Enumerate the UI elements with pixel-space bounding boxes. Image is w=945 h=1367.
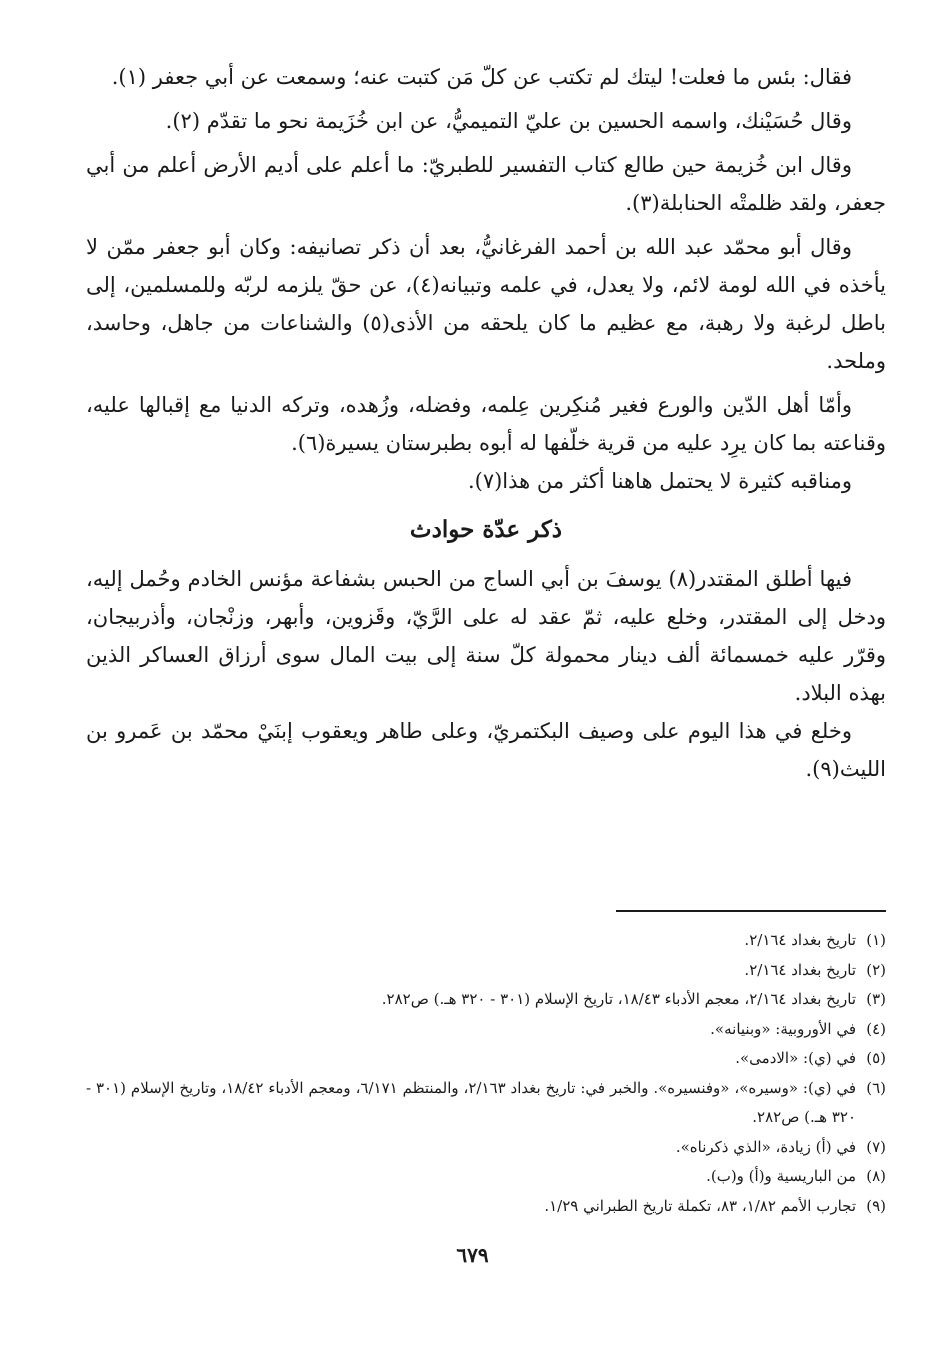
footnote-8: [86, 1162, 886, 1192]
footnote-number: (٥): [866, 1049, 886, 1067]
footnote-text: في الأوروبية: «وبنيانه».: [710, 1019, 856, 1038]
footnote-number: (٤): [866, 1019, 886, 1038]
footnote-1: [86, 926, 886, 956]
footnote-text: تاريخ بغداد ٢/١٦٤، معجم الأدباء ١٨/٤٣، تاريخ الإسلام (٣٠١ - ٣٢٠ هـ.) ص٢٨٢.: [381, 990, 856, 1008]
main-text: [86, 58, 886, 788]
footnote-number: (٦): [866, 1078, 887, 1097]
footnote-number: (٧): [866, 1137, 886, 1156]
section-heading: ذكر عدّة حوادث: [409, 516, 563, 543]
footnote-4: [86, 1015, 886, 1045]
footnote-text: من الباريسية و(أ) و(ب).: [706, 1167, 856, 1185]
footnote-text: تاريخ بغداد ٢/١٦٤.: [744, 960, 856, 979]
paragraph-8: وخلع في هذا اليوم على وصيف البكتمريّ، وعلى طاهر ويعقوب إبنَيْ محمّد بن عَمرو بن الليث(٩).: [86, 719, 886, 781]
footnote-7: [86, 1133, 886, 1163]
footnote-6: [86, 1074, 886, 1133]
footnote-divider: [616, 910, 886, 912]
paragraph-4: وقال أبو محمّد عبد الله بن أحمد الفرغانيُّ، بعد أن ذكر تصانيفه: وكان أبو جعفر ممّن لا يأخذه في الله لومة لائم، ولا يعدل، في علمه وتبيانه(٤)، عن حقّ يلزمه لربّه وللمسلمين، إلى باطل لرغبة ولا رهبة، مع عظيم ما كان يلحقه من الأذى(٥) والشناعات من جاهل، وحاسد، وملحد.: [86, 235, 887, 373]
footnote-text: تجارب الأمم ١/٨٢، ٨٣، تكملة تاريخ الطبراني ١/٢٩.: [544, 1196, 856, 1215]
paragraph-5: وأمّا أهل الدّين والورع فغير مُنكِرين عِلمه، وفضله، وزُهده، وتركه الدنيا مع إقبالها عليه، وقناعته بما كان يرِد عليه من قرية خلّفها له أبوه بطبرستان يسيرة(٦).: [86, 393, 886, 455]
footnotes: [86, 926, 886, 1221]
footnote-9: [86, 1192, 886, 1222]
footnote-number: (٩): [866, 1196, 886, 1215]
paragraph-7: فيها أطلق المقتدر(٨) يوسفَ بن أبي الساج من الحبس بشفاعة مؤنس الخادم وحُمل إليه، ودخل إلى المقتدر، وخلع عليه، ثمّ عقد له على الرَّيّ، وقَزوين، وأبهر، وزنْجان، وأذربيجان، وقرّر عليه خمسمائة ألف دينار محمولة كلّ سنة إلى بيت المال سوى أرزاق العساكر الذين بهذه البلاد.: [86, 567, 886, 705]
book-page: [86, 58, 887, 1215]
footnote-number: (١): [866, 931, 886, 949]
paragraph-3: وقال ابن خُزيمة حين طالع كتاب التفسير للطبريّ: ما أعلم على أديم الأرض أعلم من أبي جعفر، ولقد ظلمتْه الحنابلة(٣).: [86, 153, 886, 215]
paragraph-2: وقال حُسَيْنك، واسمه الحسين بن عليّ التميميُّ، عن ابن خُزَيمة نحو ما تقدّم (٢).: [165, 109, 852, 133]
footnote-text: في (ي): «وسيره»، «وفنسيره». والخبر في: تاريخ بغداد ٢/١٦٣، والمنتظم ٦/١٧١، ومعجم الأدباء ١٨/٤٢، وتاريخ الإسلام (٣٠١ - ٣٢٠ هـ.) ص٢٨٢.: [86, 1078, 857, 1126]
footnote-number: (٢): [866, 960, 886, 979]
page-number: ٦٧٩: [456, 1243, 489, 1267]
footnote-2: [86, 956, 886, 986]
footnote-text: في (ي): «الادمى».: [735, 1049, 856, 1067]
footnote-text: في (أ) زيادة، «الذي ذكرناه».: [675, 1137, 856, 1156]
footnote-number: (٨): [866, 1167, 886, 1185]
footnote-3: [86, 985, 886, 1015]
footnote-5: [86, 1044, 886, 1074]
paragraph-1: فقال: بئس ما فعلت! ليتك لم تكتب عن كلّ مَن كتبت عنه؛ وسمعت عن أبي جعفر (١).: [111, 65, 852, 89]
paragraph-6: ومناقبه كثيرة لا يحتمل هاهنا أكثر من هذا(٧).: [467, 469, 852, 493]
footnote-number: (٣): [866, 990, 886, 1008]
footnote-text: تاريخ بغداد ٢/١٦٤.: [744, 931, 856, 949]
